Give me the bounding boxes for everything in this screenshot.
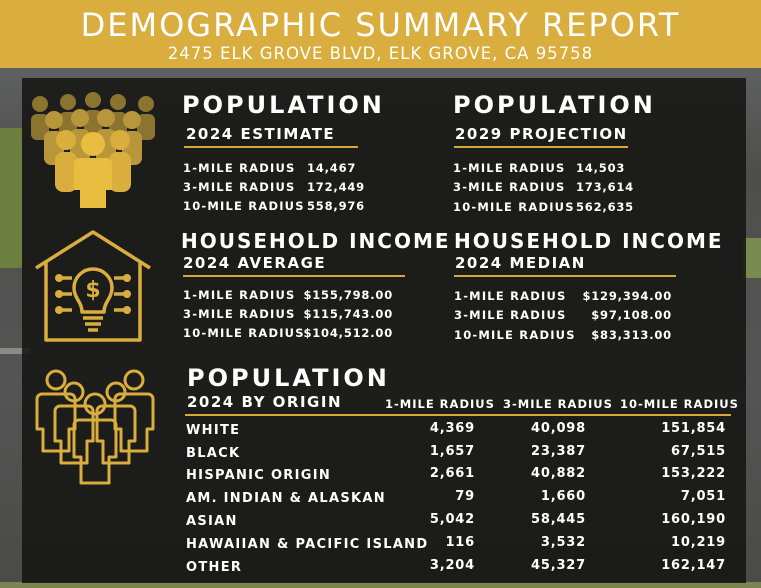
income-median-row-label: 1-MILE RADIUS bbox=[454, 289, 567, 303]
population-2024-title: POPULATION bbox=[182, 91, 385, 119]
origin-cell: 3,532 bbox=[540, 535, 586, 550]
origin-cell: 40,882 bbox=[531, 466, 586, 481]
income-average-row-label: 10-MILE RADIUS bbox=[183, 326, 305, 340]
income-median-row-value: $129,394.00 bbox=[582, 289, 672, 303]
origin-rule bbox=[185, 414, 731, 416]
origin-row-label: ASIAN bbox=[186, 514, 238, 529]
origin-cell: 10,219 bbox=[671, 535, 726, 550]
pop2029-row-label: 1-MILE RADIUS bbox=[453, 161, 566, 175]
origin-cell: 116 bbox=[445, 535, 475, 550]
income-average-row-value: $115,743.00 bbox=[303, 307, 393, 321]
origin-cell: 160,190 bbox=[661, 512, 726, 527]
income-median-title: HOUSEHOLD INCOME bbox=[454, 229, 724, 253]
population-2029-rule bbox=[454, 146, 628, 148]
origin-cell: 1,660 bbox=[540, 489, 586, 504]
income-median-rule bbox=[454, 275, 676, 277]
origin-subtitle: 2024 BY ORIGIN bbox=[187, 393, 342, 411]
pop2029-row-value: 14,503 bbox=[576, 161, 626, 175]
origin-cell: 4,369 bbox=[429, 421, 475, 436]
origin-cell: 5,042 bbox=[429, 512, 475, 527]
house-lightbulb-dollar-icon bbox=[32, 228, 154, 346]
origin-row-label: WHITE bbox=[186, 423, 241, 438]
income-average-row-label: 1-MILE RADIUS bbox=[183, 288, 296, 302]
origin-cell: 3,204 bbox=[429, 558, 475, 573]
population-2029-subtitle: 2029 PROJECTION bbox=[455, 125, 628, 143]
income-average-row-value: $104,512.00 bbox=[303, 326, 393, 340]
income-average-subtitle: 2024 AVERAGE bbox=[183, 254, 327, 272]
report-title: DEMOGRAPHIC SUMMARY REPORT bbox=[80, 6, 681, 44]
pop2029-row-label: 3-MILE RADIUS bbox=[453, 180, 566, 194]
pop2024-row-value: 172,449 bbox=[307, 180, 365, 194]
origin-column-header: 1-MILE RADIUS bbox=[385, 397, 495, 411]
origin-cell: 1,657 bbox=[429, 444, 475, 459]
income-average-title: HOUSEHOLD INCOME bbox=[181, 229, 451, 253]
origin-cell: 162,147 bbox=[661, 558, 726, 573]
people-group-icon bbox=[34, 366, 156, 490]
origin-cell: 2,661 bbox=[429, 466, 475, 481]
origin-cell: 23,387 bbox=[531, 444, 586, 459]
income-median-row-label: 10-MILE RADIUS bbox=[454, 328, 576, 342]
pop2029-row-label: 10-MILE RADIUS bbox=[453, 200, 575, 214]
income-median-row-value: $97,108.00 bbox=[591, 308, 672, 322]
pop2024-row-value: 558,976 bbox=[307, 199, 365, 213]
report-address: 2475 ELK GROVE BLVD, ELK GROVE, CA 95758 bbox=[167, 44, 594, 63]
income-average-row-label: 3-MILE RADIUS bbox=[183, 307, 296, 321]
population-2024-rule bbox=[184, 146, 358, 148]
pop2024-row-value: 14,467 bbox=[307, 161, 357, 175]
origin-row-label: BLACK bbox=[186, 446, 241, 461]
crowd-icon bbox=[26, 92, 160, 210]
origin-cell: 153,222 bbox=[661, 466, 726, 481]
population-2029-title: POPULATION bbox=[453, 91, 656, 119]
income-median-row-label: 3-MILE RADIUS bbox=[454, 308, 567, 322]
pop2029-row-value: 173,614 bbox=[576, 180, 634, 194]
origin-cell: 45,327 bbox=[531, 558, 586, 573]
origin-title: POPULATION bbox=[187, 364, 390, 392]
origin-row-label: HAWAIIAN & PACIFIC ISLAND bbox=[186, 537, 429, 552]
origin-cell: 7,051 bbox=[680, 489, 726, 504]
pop2024-row-label: 10-MILE RADIUS bbox=[183, 199, 305, 213]
origin-column-header: 10-MILE RADIUS bbox=[620, 397, 739, 411]
report-header bbox=[0, 0, 761, 68]
income-median-row-value: $83,313.00 bbox=[591, 328, 672, 342]
origin-cell: 151,854 bbox=[661, 421, 726, 436]
svg-text:$: $ bbox=[85, 278, 101, 303]
photo-grass-left bbox=[0, 128, 22, 268]
income-median-subtitle: 2024 MEDIAN bbox=[455, 254, 586, 272]
origin-cell: 40,098 bbox=[531, 421, 586, 436]
pop2029-row-value: 562,635 bbox=[576, 200, 634, 214]
origin-row-label: OTHER bbox=[186, 560, 243, 575]
origin-row-label: HISPANIC ORIGIN bbox=[186, 468, 332, 483]
income-average-rule bbox=[183, 275, 405, 277]
income-average-row-value: $155,798.00 bbox=[303, 288, 393, 302]
pop2024-row-label: 3-MILE RADIUS bbox=[183, 180, 296, 194]
origin-row-label: AM. INDIAN & ALASKAN bbox=[186, 491, 386, 506]
population-2024-subtitle: 2024 ESTIMATE bbox=[186, 125, 336, 143]
origin-cell: 58,445 bbox=[531, 512, 586, 527]
origin-cell: 67,515 bbox=[671, 444, 726, 459]
pop2024-row-label: 1-MILE RADIUS bbox=[183, 161, 296, 175]
origin-cell: 79 bbox=[455, 489, 475, 504]
origin-column-header: 3-MILE RADIUS bbox=[503, 397, 613, 411]
